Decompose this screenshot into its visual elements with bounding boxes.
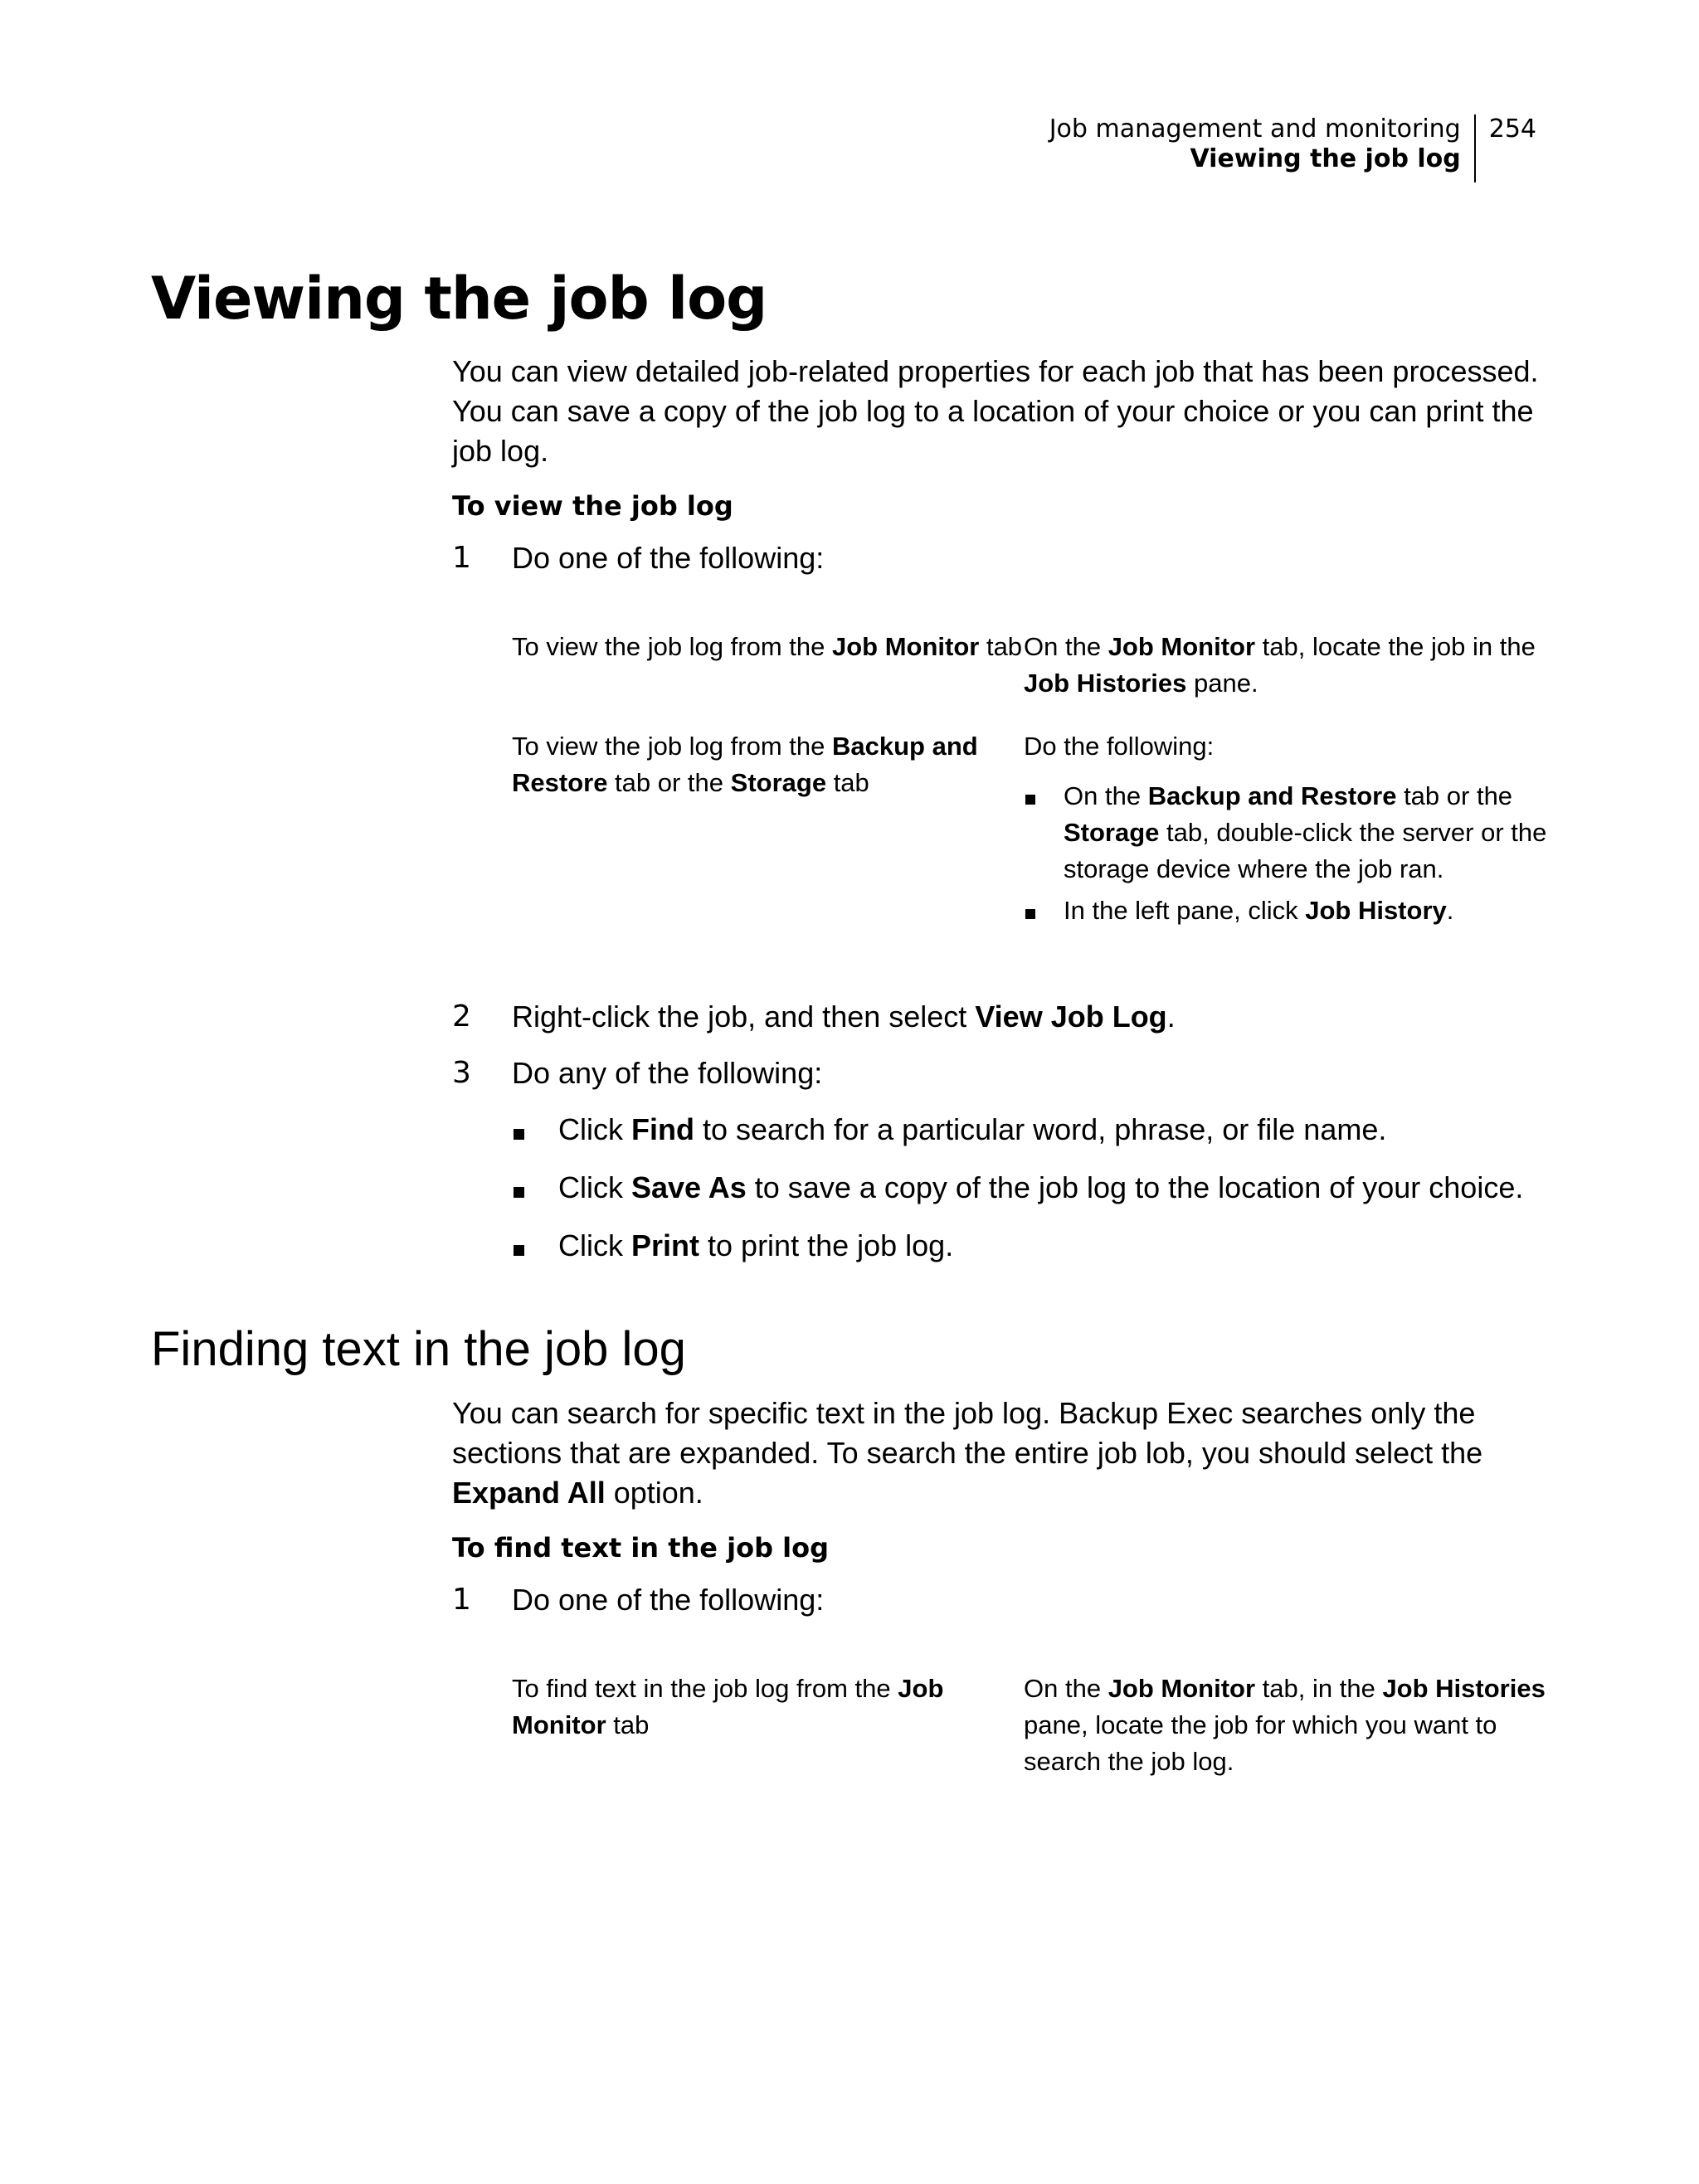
list-item: Click Find to search for a particular word, phrase, or file name. bbox=[512, 1111, 1547, 1149]
step-text: Do one of the following: bbox=[512, 541, 825, 575]
options-table bbox=[512, 629, 1549, 934]
step-text: Right-click the job, and then select View Job Log. bbox=[512, 1000, 1176, 1034]
running-header-titles bbox=[1049, 114, 1476, 182]
chapter-title: Job management and monitoring bbox=[1049, 114, 1461, 143]
find-options-table bbox=[512, 1671, 1549, 1780]
step-1 bbox=[452, 539, 1547, 577]
table-cell-condition: To view the job log from the Backup and Restore tab or the Storage tab bbox=[512, 732, 978, 797]
section-title: Viewing the job log bbox=[1190, 144, 1461, 173]
table-row bbox=[512, 629, 1549, 702]
step-text: Do any of the following: bbox=[512, 1056, 823, 1090]
step-number: 1 bbox=[452, 1583, 471, 1617]
step-number: 2 bbox=[452, 1000, 471, 1034]
table-row bbox=[512, 1671, 1549, 1780]
heading-finding-text: Finding text in the job log bbox=[151, 1322, 686, 1376]
procedure-title: To view the job log bbox=[452, 490, 733, 522]
table-row bbox=[512, 728, 1549, 934]
list-item: In the left pane, click Job History. bbox=[1024, 893, 1549, 929]
action-intro: Do the following: bbox=[1024, 732, 1215, 761]
procedure-title: To find text in the job log bbox=[452, 1532, 829, 1564]
step-3 bbox=[452, 1054, 1547, 1092]
step-text: Do one of the following: bbox=[512, 1583, 825, 1617]
page-number: 254 bbox=[1488, 114, 1536, 143]
section1-intro: You can view detailed job-related properties for each job that has been processed. You can save a copy of the job log to a location of your choice or you can print the job log. bbox=[452, 354, 1539, 468]
section2-body bbox=[452, 1394, 1547, 1619]
section2-intro: You can search for specific text in the job log. Backup Exec searches only the sections that are expanded. To search the entire job lob, you should select the Expand All option. bbox=[452, 1396, 1483, 1510]
action-bullets bbox=[1024, 778, 1549, 929]
step-2 bbox=[452, 998, 1547, 1036]
table-cell-action bbox=[1024, 728, 1549, 934]
step-number: 3 bbox=[452, 1056, 471, 1090]
list-item: Click Save As to save a copy of the job log to the location of your choice. bbox=[512, 1169, 1547, 1207]
table-cell-condition: To find text in the job log from the Job Monitor tab bbox=[512, 1674, 944, 1739]
table-cell-action: On the Job Monitor tab, locate the job in the Job Histories pane. bbox=[1024, 632, 1536, 698]
running-header bbox=[1049, 114, 1536, 182]
heading-viewing-job-log: Viewing the job log bbox=[151, 265, 767, 333]
step-number: 1 bbox=[452, 541, 471, 575]
section1-body bbox=[452, 352, 1547, 577]
table-cell-action: On the Job Monitor tab, in the Job Histories pane, locate the job for which you want to search the job log. bbox=[1024, 1674, 1546, 1776]
step-1 bbox=[452, 1581, 1547, 1619]
list-item: Click Print to print the job log. bbox=[512, 1227, 1547, 1265]
table-cell-condition: To view the job log from the Job Monitor tab bbox=[512, 632, 1023, 661]
section1-steps bbox=[452, 998, 1547, 1285]
list-item: On the Backup and Restore tab or the Storage tab, double-click the server or the storage device where the job ran. bbox=[1024, 778, 1549, 888]
step3-bullets bbox=[512, 1111, 1547, 1265]
